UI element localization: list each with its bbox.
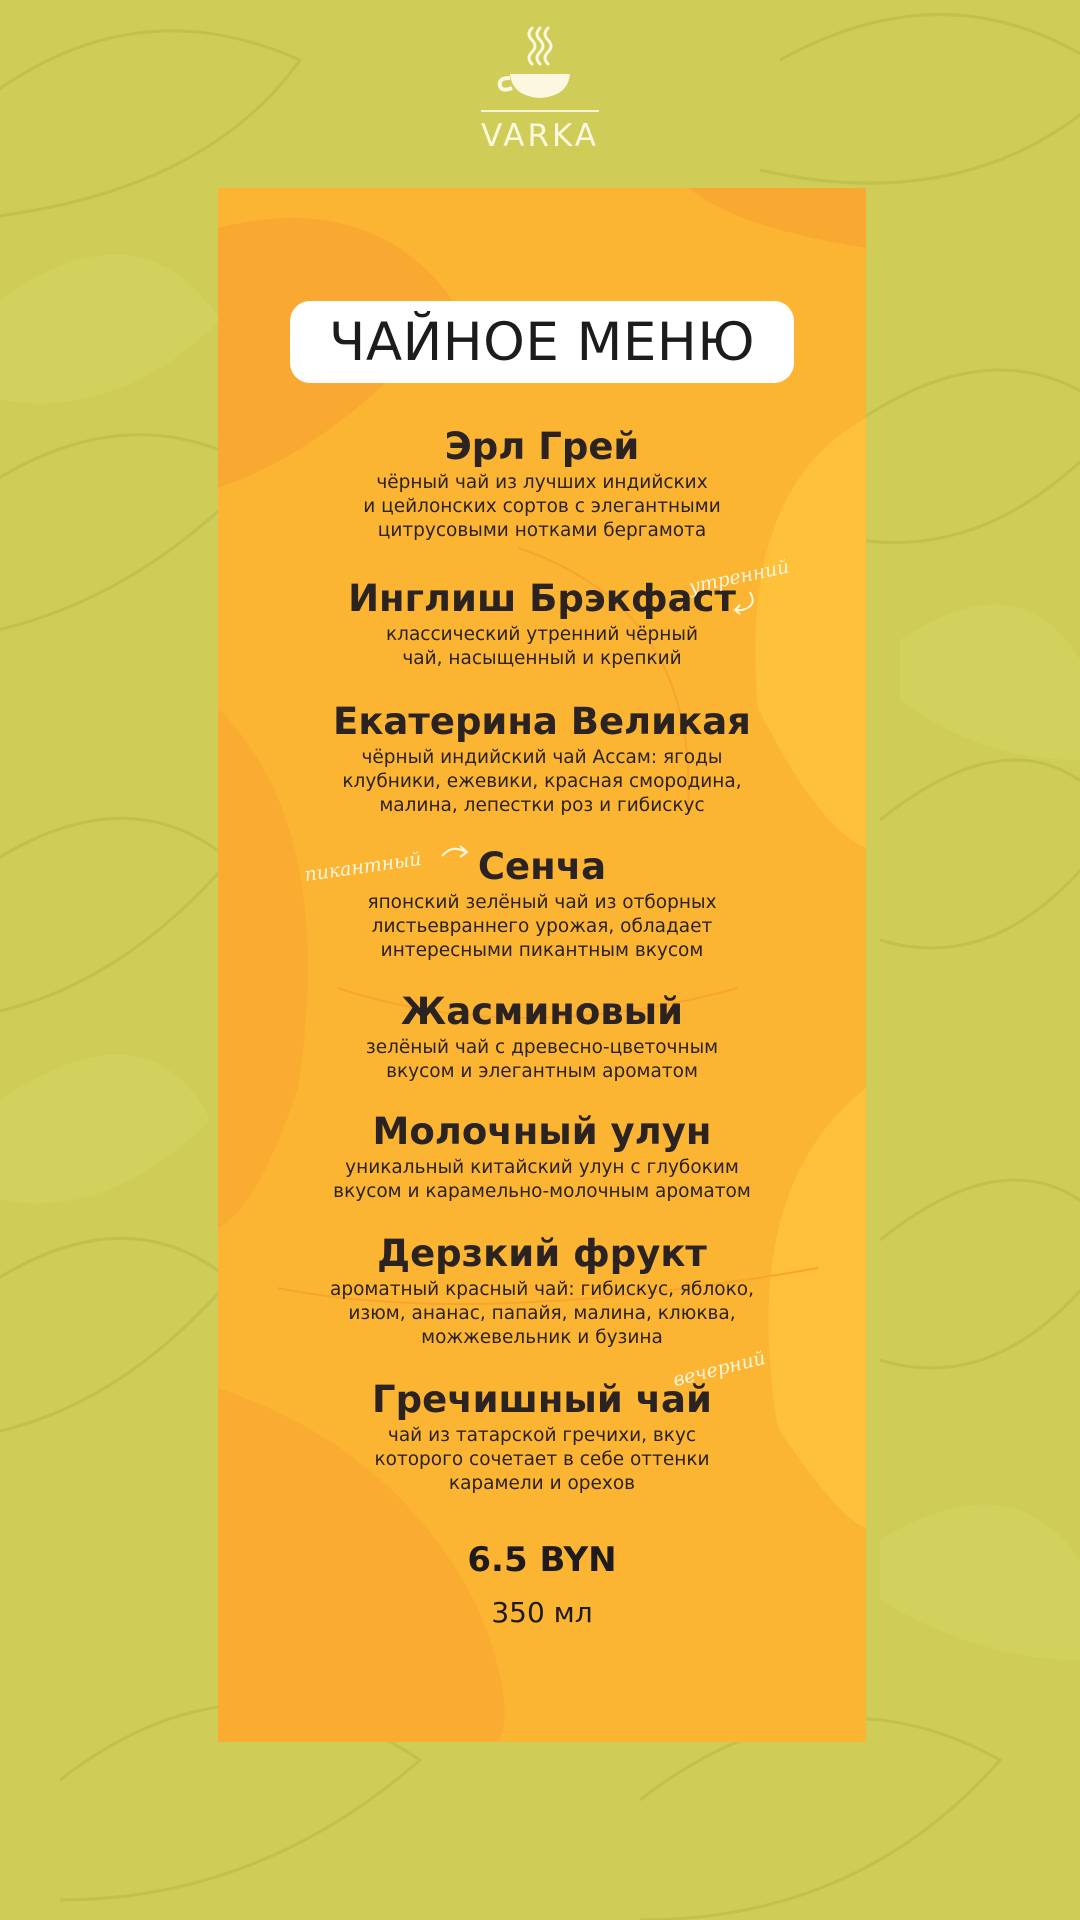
menu-item-name: Жасминовый xyxy=(400,990,684,1033)
brand-logo xyxy=(0,22,1080,154)
menu-item-description: уникальный китайский улун с глубоким вкусом и карамельно-молочным ароматом xyxy=(333,1157,751,1202)
menu-item xyxy=(218,700,866,818)
price: 6.5 BYN xyxy=(467,1540,617,1580)
menu-item xyxy=(218,1232,866,1350)
menu-item-name: Дерзкий фрукт xyxy=(377,1232,707,1275)
volume: 350 мл xyxy=(491,1596,593,1629)
menu-item xyxy=(218,577,866,671)
logo-divider xyxy=(481,110,599,112)
menu-item xyxy=(218,990,866,1084)
teacup-icon xyxy=(492,22,588,102)
menu-item-description: чёрный индийский чай Ассам: ягоды клубники, ежевики, красная смородина, малина, лепестки роз и гибискус xyxy=(342,747,742,816)
note-morning: утренний xyxy=(686,555,792,599)
panel-decoration xyxy=(218,188,866,1742)
menu-item-name: Гречишный чай xyxy=(372,1378,712,1421)
menu-item-name: Сенча xyxy=(477,845,607,888)
menu-item-description: чай из татарской гречихи, вкус которого сочетает в себе оттенки карамели и орехов xyxy=(374,1425,710,1494)
menu-item-description: ароматный красный чай: гибискус, яблоко, изюм, ананас, папайя, малина, клюква, можжевельник и бузина xyxy=(330,1279,754,1348)
menu-item-name: Эрл Грей xyxy=(444,425,640,468)
menu-item-name: Молочный улун xyxy=(372,1110,712,1153)
note-spicy: пикантный xyxy=(303,847,423,887)
menu-item xyxy=(218,425,866,543)
menu-panel xyxy=(218,188,866,1742)
menu-title-box xyxy=(290,301,794,383)
menu-item-description: чёрный чай из лучших индийских и цейлонских сортов с элегантными цитрусовыми нотками бергамота xyxy=(363,472,721,541)
menu-item-description: классический утренний чёрный чай, насыщенный и крепкий xyxy=(385,624,699,669)
brand-name: VARKA xyxy=(481,118,599,154)
curved-arrow-icon xyxy=(728,590,758,616)
menu-item-description: японский зелёный чай из отборных листьевраннего урожая, обладает интересными пикантным вкусом xyxy=(367,892,717,961)
menu-item xyxy=(218,1378,866,1496)
menu-item-name: Екатерина Великая xyxy=(333,700,751,743)
menu-item-description: зелёный чай с древесно-цветочным вкусом и элегантным ароматом xyxy=(365,1037,719,1082)
note-evening: вечерний xyxy=(670,1346,768,1392)
menu-item xyxy=(218,1110,866,1204)
menu-title: ЧАЙНОЕ МЕНЮ xyxy=(329,311,755,373)
curved-arrow-icon xyxy=(440,842,474,864)
menu-item-name: Инглиш Брэкфаст xyxy=(348,577,736,620)
